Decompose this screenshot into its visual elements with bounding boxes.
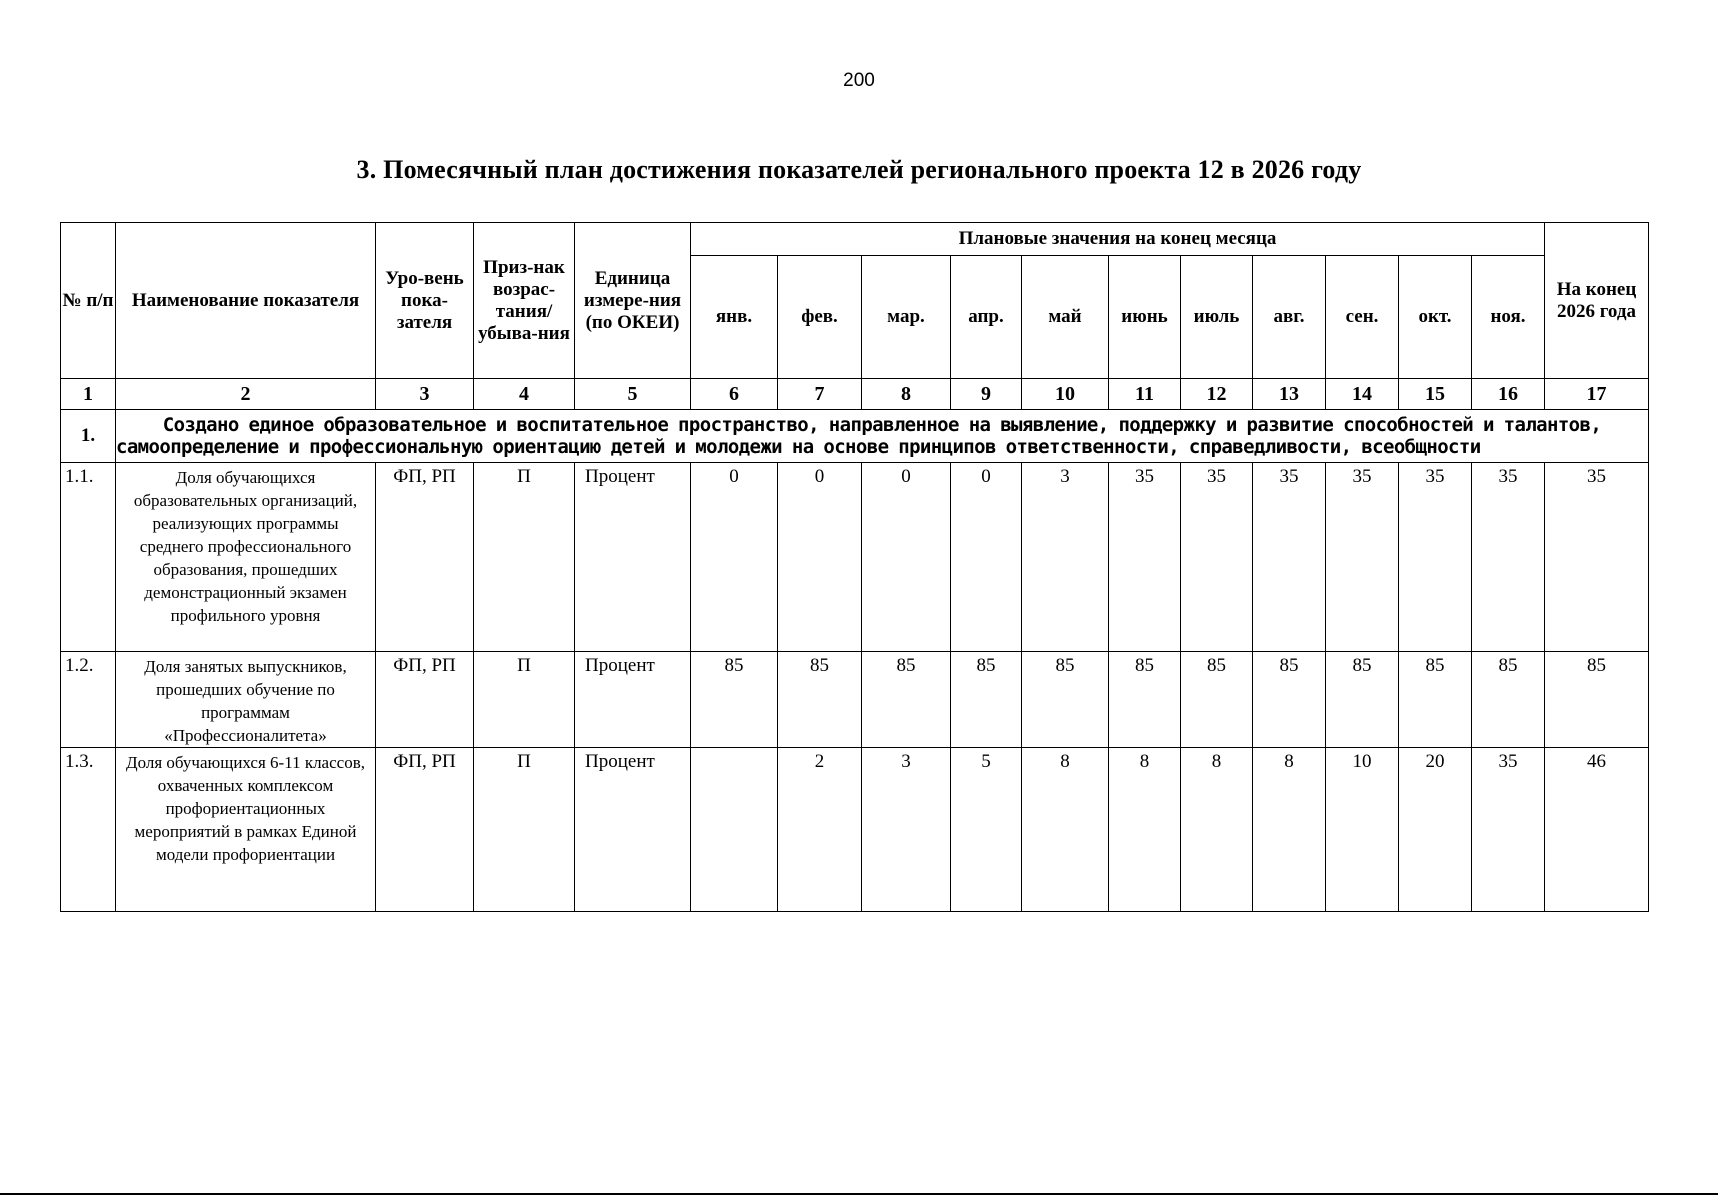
month-value: 85 xyxy=(1253,652,1326,748)
header-month: мар. xyxy=(862,256,951,379)
column-number: 3 xyxy=(376,379,474,410)
month-value: 85 xyxy=(778,652,862,748)
month-value: 10 xyxy=(1326,748,1399,912)
table-row xyxy=(61,748,1649,912)
header-trend: Приз-нак возрас-тания/ убыва-ния xyxy=(474,223,575,379)
month-value: 35 xyxy=(1472,463,1545,652)
column-number: 8 xyxy=(862,379,951,410)
year-end-value: 46 xyxy=(1545,748,1649,912)
row-number: 1.2. xyxy=(61,652,116,748)
header-month: янв. xyxy=(691,256,778,379)
table-row xyxy=(61,463,1649,652)
month-value: 85 xyxy=(862,652,951,748)
section-title: Создано единое образовательное и воспитательное пространство, направленное на выявление, поддержку и развитие способностей и талантов, самоопределение и профессиональную ориентацию детей и молодежи на основе принципов ответственности, справедливости, всеобщности xyxy=(116,410,1649,463)
column-number: 2 xyxy=(116,379,376,410)
column-number: 10 xyxy=(1022,379,1109,410)
year-end-value: 35 xyxy=(1545,463,1649,652)
month-value: 0 xyxy=(778,463,862,652)
header-month: ноя. xyxy=(1472,256,1545,379)
header-month: авг. xyxy=(1253,256,1326,379)
indicator-trend: П xyxy=(474,463,575,652)
month-value: 85 xyxy=(1022,652,1109,748)
month-value: 5 xyxy=(951,748,1022,912)
column-number: 7 xyxy=(778,379,862,410)
month-value: 3 xyxy=(862,748,951,912)
indicator-name: Доля обучающихся образовательных организаций, реализующих программы среднего профессионального образования, прошедших демонстрационный экзамен профильного уровня xyxy=(116,463,376,652)
column-number: 4 xyxy=(474,379,575,410)
month-value: 85 xyxy=(1109,652,1181,748)
month-value: 8 xyxy=(1253,748,1326,912)
month-value: 85 xyxy=(1181,652,1253,748)
header-month: окт. xyxy=(1399,256,1472,379)
indicator-name: Доля занятых выпускников, прошедших обучение по программам «Профессионалитета» xyxy=(116,652,376,748)
header-year-end: На конец 2026 года xyxy=(1545,223,1649,379)
header-planned-values: Плановые значения на конец месяца xyxy=(691,223,1545,256)
month-value: 85 xyxy=(1399,652,1472,748)
month-value xyxy=(691,748,778,912)
column-number: 11 xyxy=(1109,379,1181,410)
month-value: 35 xyxy=(1472,748,1545,912)
indicator-unit: Процент xyxy=(575,748,691,912)
column-number: 5 xyxy=(575,379,691,410)
page-number: 200 xyxy=(843,70,875,91)
indicator-level: ФП, РП xyxy=(376,652,474,748)
column-number: 6 xyxy=(691,379,778,410)
year-end-value: 85 xyxy=(1545,652,1649,748)
month-value: 0 xyxy=(862,463,951,652)
indicator-level: ФП, РП xyxy=(376,463,474,652)
header-month: июль xyxy=(1181,256,1253,379)
column-number: 12 xyxy=(1181,379,1253,410)
indicator-trend: П xyxy=(474,652,575,748)
month-value: 3 xyxy=(1022,463,1109,652)
month-value: 85 xyxy=(951,652,1022,748)
header-num: № п/п xyxy=(61,223,116,379)
month-value: 8 xyxy=(1181,748,1253,912)
row-number: 1.3. xyxy=(61,748,116,912)
month-value: 35 xyxy=(1326,463,1399,652)
column-number: 13 xyxy=(1253,379,1326,410)
header-name: Наименование показателя xyxy=(116,223,376,379)
header-month: май xyxy=(1022,256,1109,379)
month-value: 8 xyxy=(1022,748,1109,912)
header-month: фев. xyxy=(778,256,862,379)
indicator-name: Доля обучающихся 6-11 классов, охваченных комплексом профориентационных мероприятий в рамках Единой модели профориентации xyxy=(116,748,376,912)
row-number: 1.1. xyxy=(61,463,116,652)
month-value: 20 xyxy=(1399,748,1472,912)
month-value: 8 xyxy=(1109,748,1181,912)
header-month: апр. xyxy=(951,256,1022,379)
column-number: 14 xyxy=(1326,379,1399,410)
month-value: 35 xyxy=(1253,463,1326,652)
month-value: 85 xyxy=(1472,652,1545,748)
header-month: июнь xyxy=(1109,256,1181,379)
page-bottom-rule xyxy=(0,1193,1718,1195)
column-number: 16 xyxy=(1472,379,1545,410)
indicator-level: ФП, РП xyxy=(376,748,474,912)
column-number: 17 xyxy=(1545,379,1649,410)
indicator-unit: Процент xyxy=(575,652,691,748)
month-value: 35 xyxy=(1399,463,1472,652)
month-value: 0 xyxy=(951,463,1022,652)
month-value: 35 xyxy=(1181,463,1253,652)
header-unit: Единица измере-ния (по ОКЕИ) xyxy=(575,223,691,379)
month-value: 0 xyxy=(691,463,778,652)
section-number: 1. xyxy=(61,410,116,463)
header-row-1 xyxy=(61,223,1649,256)
month-value: 85 xyxy=(1326,652,1399,748)
section-row xyxy=(61,410,1649,463)
monthly-plan-table xyxy=(60,222,1649,912)
column-number-row xyxy=(61,379,1649,410)
header-month: сен. xyxy=(1326,256,1399,379)
document-title: 3. Помесячный план достижения показателей регионального проекта 12 в 2026 году xyxy=(356,155,1362,184)
month-value: 2 xyxy=(778,748,862,912)
indicator-trend: П xyxy=(474,748,575,912)
column-number: 1 xyxy=(61,379,116,410)
column-number: 9 xyxy=(951,379,1022,410)
month-value: 85 xyxy=(691,652,778,748)
indicator-unit: Процент xyxy=(575,463,691,652)
month-value: 35 xyxy=(1109,463,1181,652)
table-row xyxy=(61,652,1649,748)
header-level: Уро-вень пока-зателя xyxy=(376,223,474,379)
column-number: 15 xyxy=(1399,379,1472,410)
